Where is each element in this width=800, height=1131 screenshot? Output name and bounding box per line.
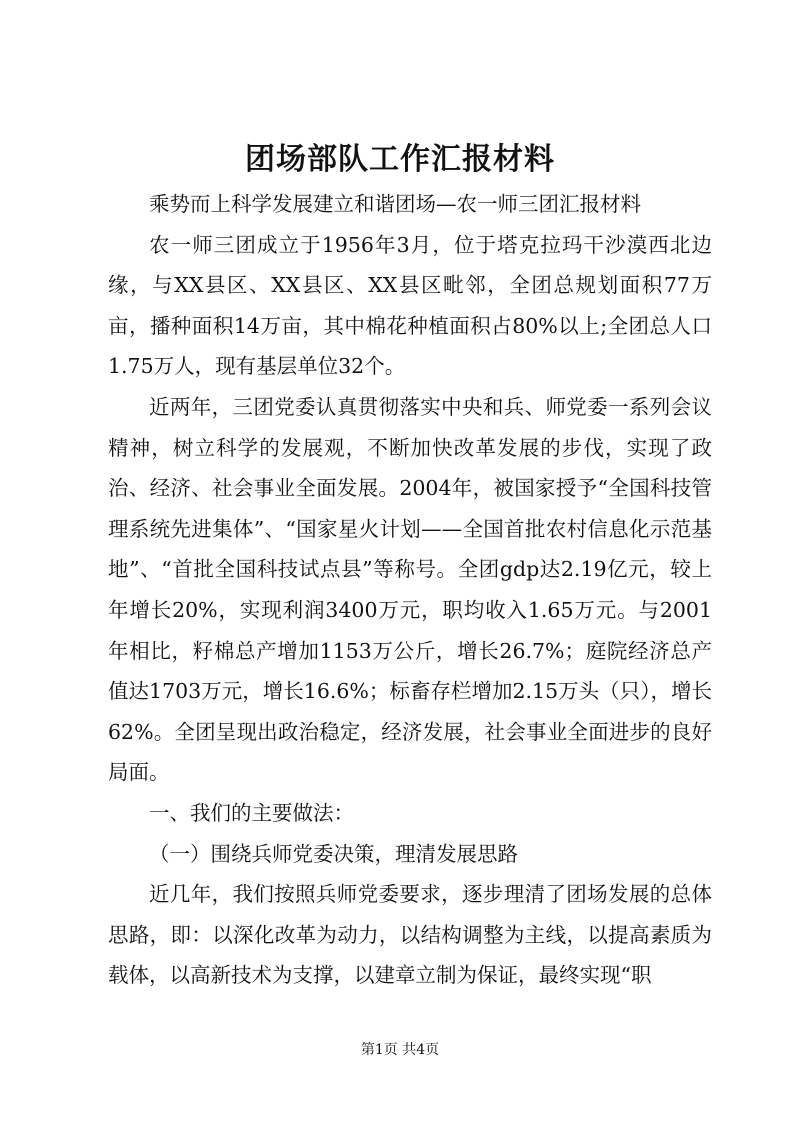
subsection-heading: （一）围绕兵师党委决策，理清发展思路 — [149, 841, 518, 866]
page-footer: 第1页 共4页 — [360, 1042, 440, 1058]
intro-paragraph: 农一师三团成立于1956年3月，位于塔克拉玛干沙漠西北边缘，与XX县区、XX县区、XX县区毗邻，全团总规划面积77万亩，播种面积14万亩，其中棉花种植面积占80%以上;全团总人口1.75万人，现有基层单位32个。 — [108, 232, 712, 379]
approach-paragraph: 近几年，我们按照兵师党委要求，逐步理清了团场发展的总体思路，即：以深化改革为动力，以结构调整为主线，以提高素质为载体，以高新技术为支撑，以建章立制为保证，最终实现“职 — [108, 882, 712, 988]
document-body — [108, 184, 712, 996]
document-title: 团场部队工作汇报材料 — [245, 142, 555, 177]
achievements-paragraph: 近两年，三团党委认真贯彻落实中央和兵、师党委一系列会议精神，树立科学的发展观，不断加快改革发展的步伐，实现了政治、经济、社会事业全面发展。2004年，被国家授予“全国科技管理系统先进集体”、“国家星火计划——全国首批农村信息化示范基地”、“首批全国科技试点县”等称号。全团gdp达2.19亿元，较上年增长20%，实现利润3400万元，职均收入1.65万元。与2001年相比，籽棉总产增加1153万公斤，增长26.7%；庭院经济总产值达1703万元，增长16.6%；标畜存栏增加2.15万头（只），增长62%。全团呈现出政治稳定，经济发展，社会事业全面进步的良好局面。 — [108, 394, 712, 785]
subtitle-paragraph: 乘势而上科学发展建立和谐团场—农一师三团汇报材料 — [149, 192, 641, 216]
section-heading: 一、我们的主要做法： — [149, 800, 354, 825]
